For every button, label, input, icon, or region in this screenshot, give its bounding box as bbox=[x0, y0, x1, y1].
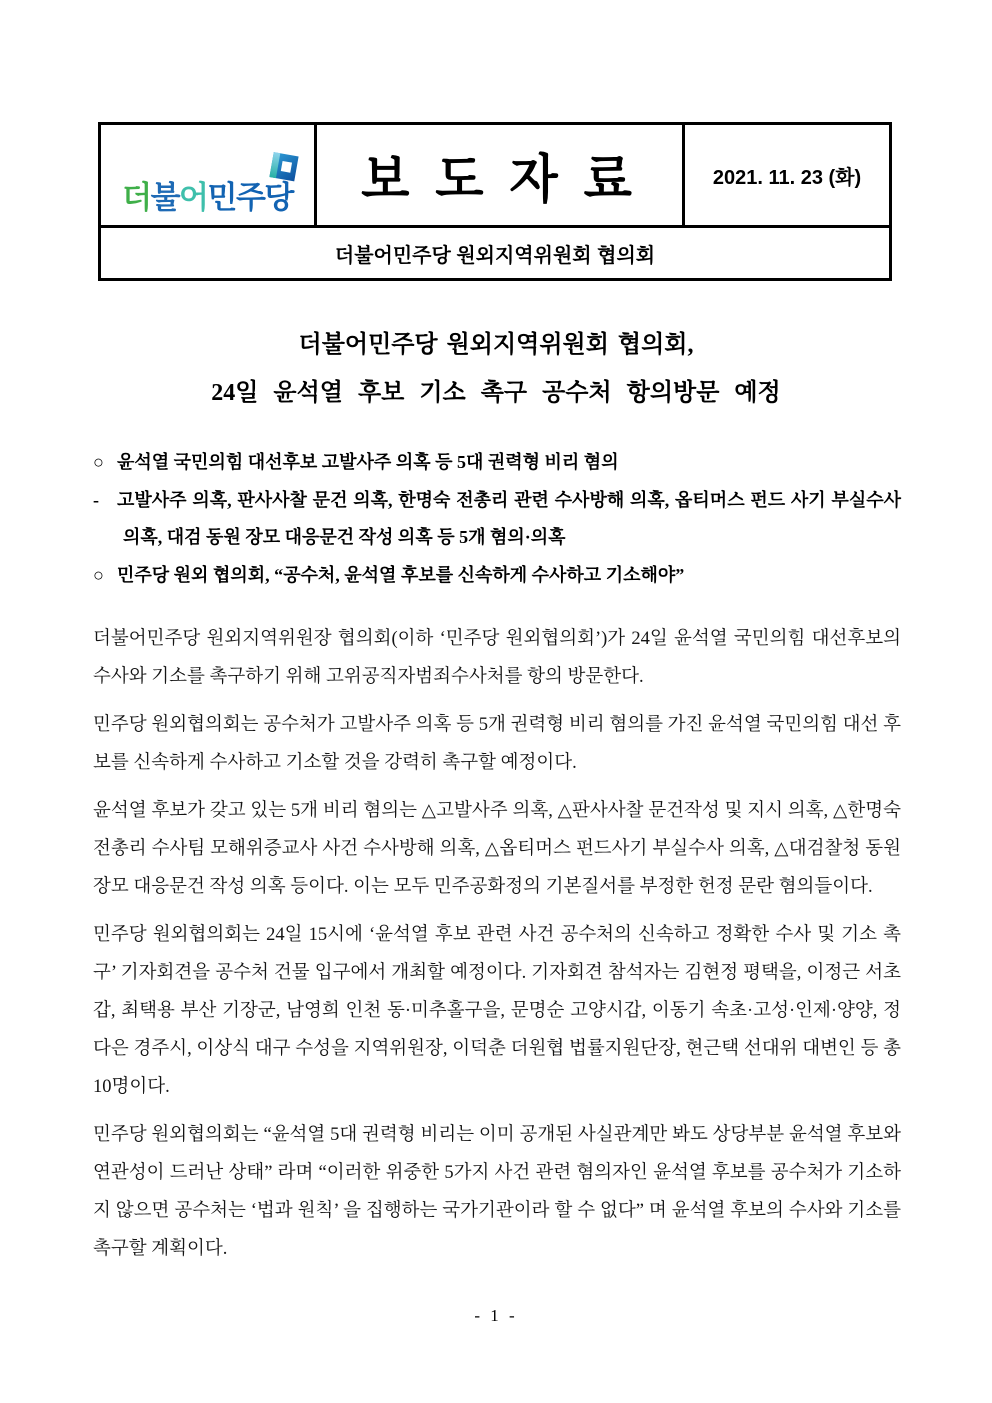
summary-item bbox=[93, 482, 901, 557]
bullet-marker: ○ bbox=[93, 564, 104, 585]
logo-letter: 주 bbox=[235, 180, 265, 215]
header-top-row bbox=[101, 125, 889, 225]
summary-item bbox=[93, 557, 901, 595]
paragraph: 민주당 원외협의회는 “윤석열 5대 권력형 비리는 이미 공개된 사실관계만 봐도 상당부분 윤석열 후보와 연관성이 드러난 상태” 라며 “이러한 위중한 5가지 사건 관련 혐의자인 윤석열 후보를 공수처가 기소하지 않으면 공수처는 ‘법과 원칙’ 을 집행하는 국가기관이라 할 수 없다” 며 윤석열 후보의 수사와 기소를 촉구할 계획이다. bbox=[93, 1125, 901, 1259]
logo-letter: 어 bbox=[179, 180, 208, 215]
paragraph: 더불어민주당 원외지역위원장 협의회(이하 ‘민주당 원외협의회’)가 24일 윤석열 국민의힘 대선후보의 수사와 기소를 촉구하기 위해 고위공직자범죄수사처를 항의 방문한다. bbox=[93, 629, 901, 687]
date-cell bbox=[685, 125, 889, 225]
doc-type-title: 보 도 자 료 bbox=[361, 149, 638, 209]
body-paragraphs bbox=[93, 620, 901, 1278]
paragraph: 민주당 원외협의회는 24일 15시에 ‘윤석열 후보 관련 사건 공수처의 신속하고 정확한 수사 및 기소 촉구’ 기자회견을 공수처 건물 입구에서 개최할 예정이다. 기자회견 참석자는 김현정 평택을, 이정근 서초갑, 최택용 부산 기장군, 남영희 인천 동·미추홀구을, 문명순 고양시갑, 이동기 속초·고성·인제·양양, 정다은 경주시, 이상식 대구 수성을 지역위원장, 이덕춘 더원협 법률지원단장, 현근택 선대위 대변인 등 총 10명이다. bbox=[93, 925, 901, 1097]
party-flag-icon bbox=[265, 149, 301, 189]
page-number: - 1 - bbox=[474, 1306, 518, 1325]
bullet-marker: - bbox=[93, 489, 99, 510]
summary-text: 고발사주 의혹, 판사사찰 문건 의혹, 한명숙 전총리 관련 수사방해 의혹, 옵티머스 펀드 사기 부실수사 의혹, 대검 동원 장모 대응문건 작성 의혹 등 5개 혐의·의혹 bbox=[117, 489, 901, 547]
document-title bbox=[0, 330, 992, 408]
paragraph: 민주당 원외협의회는 공수처가 고발사주 의혹 등 5개 권력형 비리 혐의를 가진 윤석열 국민의힘 대선 후보를 신속하게 수사하고 기소할 것을 강력히 촉구할 예정이다. bbox=[93, 715, 901, 773]
summary-text: 윤석열 국민의힘 대선후보 고발사주 의혹 등 5대 권력형 비리 혐의 bbox=[117, 452, 619, 472]
logo-letter: 당 bbox=[264, 180, 293, 215]
release-date: 2021. 11. 23 (화) bbox=[712, 166, 862, 189]
summary-text: 민주당 원외 협의회, “공수처, 윤석열 후보를 신속하게 수사하고 기소해야” bbox=[117, 564, 685, 585]
paragraph: 윤석열 후보가 갖고 있는 5개 비리 혐의는 △고발사주 의혹, △판사사찰 문건작성 및 지시 의혹, △한명숙 전총리 수사팀 모해위증교사 사건 수사방해 의혹, △옵티머스 펀드사기 부실수사 의혹, △대검찰청 동원 장모 대응문건 작성 의혹 등이다. 이는 모두 민주공화정의 기본질서를 부정한 헌정 문란 혐의들이다. bbox=[93, 801, 901, 897]
header-bottom-row bbox=[101, 225, 889, 278]
summary-item bbox=[93, 444, 901, 482]
header bbox=[98, 122, 892, 281]
party-logo bbox=[122, 182, 293, 213]
summary-list bbox=[93, 444, 901, 594]
logo-letter: 더 bbox=[122, 180, 151, 215]
doc-type-cell bbox=[317, 125, 685, 225]
logo-letter: 민 bbox=[207, 180, 236, 215]
issuing-organization: 더불어민주당 원외지역위원회 협의회 bbox=[334, 244, 656, 267]
party-logo-cell bbox=[101, 125, 317, 225]
logo-letter: 불 bbox=[150, 180, 180, 215]
bullet-marker: ○ bbox=[93, 452, 104, 472]
title-line-1: 더불어민주당 원외지역위원회 협의회, bbox=[298, 332, 694, 358]
title-line-2: 24일 윤석열 후보 기소 촉구 공수처 항의방문 예정 bbox=[211, 380, 781, 406]
